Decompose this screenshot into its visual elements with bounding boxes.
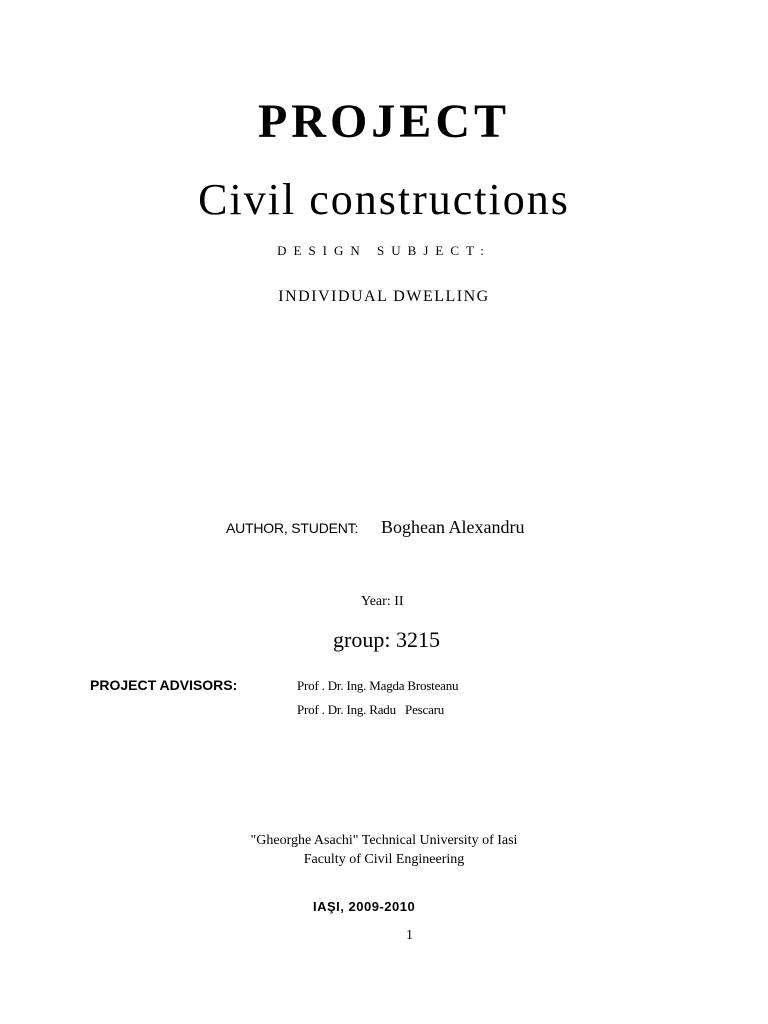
advisors-label: PROJECT ADVISORS:	[90, 677, 238, 693]
author-name: Boghean Alexandru	[381, 517, 525, 537]
design-subject: INDIVIDUAL DWELLING	[278, 288, 490, 305]
document-title: PROJECT	[257, 95, 510, 148]
advisor-name: Prof . Dr. Ing. Magda Brosteanu	[297, 678, 459, 693]
faculty-name: Faculty of Civil Engineering	[303, 852, 465, 867]
university-name: "Gheorghe Asachi" Technical University of Iasi	[250, 833, 518, 848]
advisor-name: Prof . Dr. Ing. Radu Pescaru	[297, 702, 445, 717]
student-group: group: 3215	[333, 627, 440, 652]
page-number: 1	[406, 928, 413, 943]
design-subject-label: DESIGN SUBJECT:	[277, 243, 491, 258]
study-year: Year: II	[361, 594, 404, 609]
place-and-date: IAŞI, 2009-2010	[313, 899, 416, 914]
author-label: AUTHOR, STUDENT:	[226, 520, 359, 536]
document-subtitle: Civil constructions	[198, 175, 570, 224]
